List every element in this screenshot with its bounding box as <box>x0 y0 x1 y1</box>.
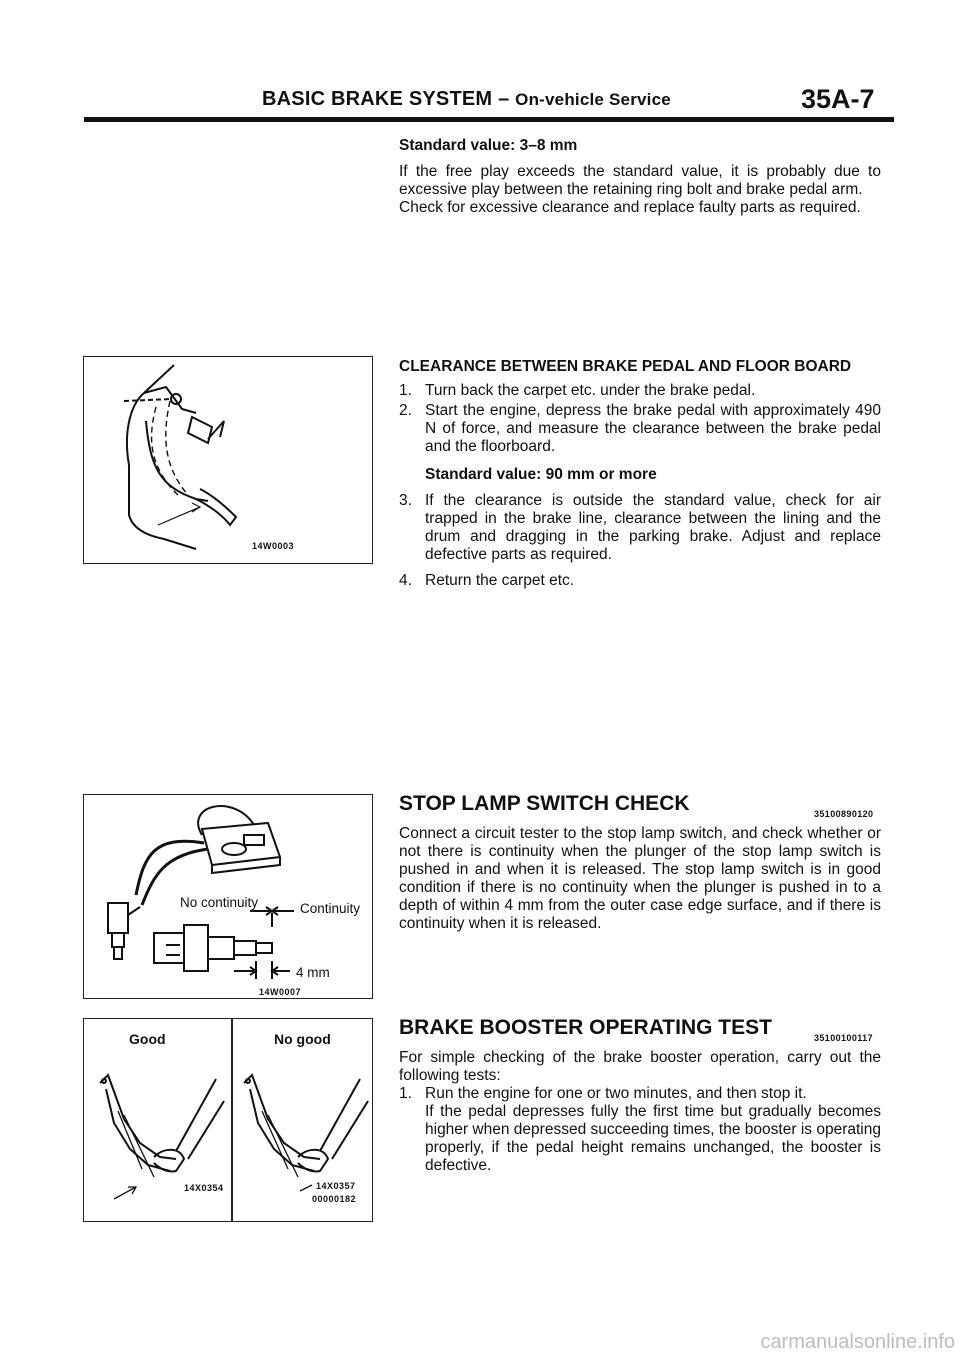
step-number: 3. <box>399 492 412 509</box>
step-text: Run the engine for one or two minutes, and then stop it. <box>425 1085 807 1102</box>
booster-steps <box>399 1085 881 1175</box>
free-play-section <box>399 137 881 217</box>
booster-code: 35100100117 <box>814 1033 873 1043</box>
clearance-section <box>399 358 881 592</box>
step-text: Start the engine, depress the brake pedal with approximately 490 N of force, and measure the clearance between the brake pedal and the floorboard. <box>425 402 881 455</box>
header-dash: – <box>498 88 510 110</box>
step-text: Turn back the carpet etc. under the brake pedal. <box>425 382 756 399</box>
clearance-heading: CLEARANCE BETWEEN BRAKE PEDAL AND FLOOR BOARD <box>399 358 852 375</box>
step-extra-text: If the pedal depresses fully the first time but gradually becomes higher when depressed succeeding times, the booster is operating properly, if the pedal height remains unchanged, the booster is defective. <box>425 1103 881 1174</box>
label-continuity: Continuity <box>300 901 361 916</box>
step-number: 2. <box>399 402 412 419</box>
step-number: 1. <box>399 382 412 399</box>
figure-stop-lamp-switch <box>83 794 373 999</box>
step-number: 1. <box>399 1085 412 1102</box>
step-text: Return the carpet etc. <box>425 572 575 589</box>
figure-code-00000182: 00000182 <box>312 1194 357 1204</box>
label-depth: 4 mm <box>296 965 330 980</box>
stop-lamp-heading-row <box>399 792 881 819</box>
watermark: carmanualsonline.info <box>760 1331 955 1353</box>
label-no-continuity: No continuity <box>180 895 259 910</box>
stop-lamp-code: 35100890120 <box>814 809 874 819</box>
header-title-main: BASIC BRAKE SYSTEM <box>262 88 493 110</box>
header-rule <box>84 117 894 122</box>
label-no-good: No good <box>274 1031 331 1047</box>
booster-heading: BRAKE BOOSTER OPERATING TEST <box>399 1016 772 1039</box>
header-title <box>262 88 671 111</box>
brake-pedal-illustration <box>84 357 374 565</box>
clearance-step <box>399 402 881 484</box>
free-play-standard-value: Standard value: 3–8 mm <box>399 137 578 154</box>
figure-brake-pedal <box>83 356 373 564</box>
figure-code-14w0007: 14W0007 <box>259 987 302 997</box>
stop-lamp-section <box>399 792 881 933</box>
figure-code-14x0357: 14X0357 <box>316 1181 356 1191</box>
free-play-para2: Check for excessive clearance and replace faulty parts as required. <box>399 199 861 216</box>
figure-code-14w0003: 14W0003 <box>252 541 295 551</box>
figure-booster-test <box>83 1018 373 1222</box>
step-number: 4. <box>399 572 412 589</box>
booster-section <box>399 1016 881 1177</box>
clearance-step <box>399 382 881 400</box>
step-text: If the clearance is outside the standard value, check for air trapped in the brake line, clearance between the lining and the drum and dragging in the parking brake. Adjust and replace defective parts as required. <box>425 492 881 563</box>
booster-step <box>399 1085 881 1175</box>
booster-intro: For simple checking of the brake booster operation, carry out the following tests: <box>399 1049 881 1084</box>
figure-code-14x0354: 14X0354 <box>184 1183 224 1193</box>
clearance-step <box>399 572 881 590</box>
page-number: 35A-7 <box>801 84 875 114</box>
clearance-standard-value: Standard value: 90 mm or more <box>425 466 657 483</box>
label-good: Good <box>129 1031 166 1047</box>
booster-pedal-illustrations <box>84 1019 374 1223</box>
stop-lamp-text: Connect a circuit tester to the stop lamp switch, and check whether or not there is continuity when the plunger of the stop lamp switch is pushed in and when it is released. The stop lamp switch is in good condition if there is no continuity when the plunger is pushed in to a depth of within 4 mm from the outer case edge surface, and if there is continuity when it is released. <box>399 825 881 932</box>
header-subtitle: On-vehicle Service <box>515 90 671 109</box>
free-play-para1: If the free play exceeds the standard value, it is probably due to excessive play between the retaining ring bolt and brake pedal arm. <box>399 163 881 198</box>
booster-heading-row <box>399 1016 881 1043</box>
clearance-steps <box>399 382 881 590</box>
stop-lamp-heading: STOP LAMP SWITCH CHECK <box>399 792 690 815</box>
clearance-step <box>399 492 881 564</box>
